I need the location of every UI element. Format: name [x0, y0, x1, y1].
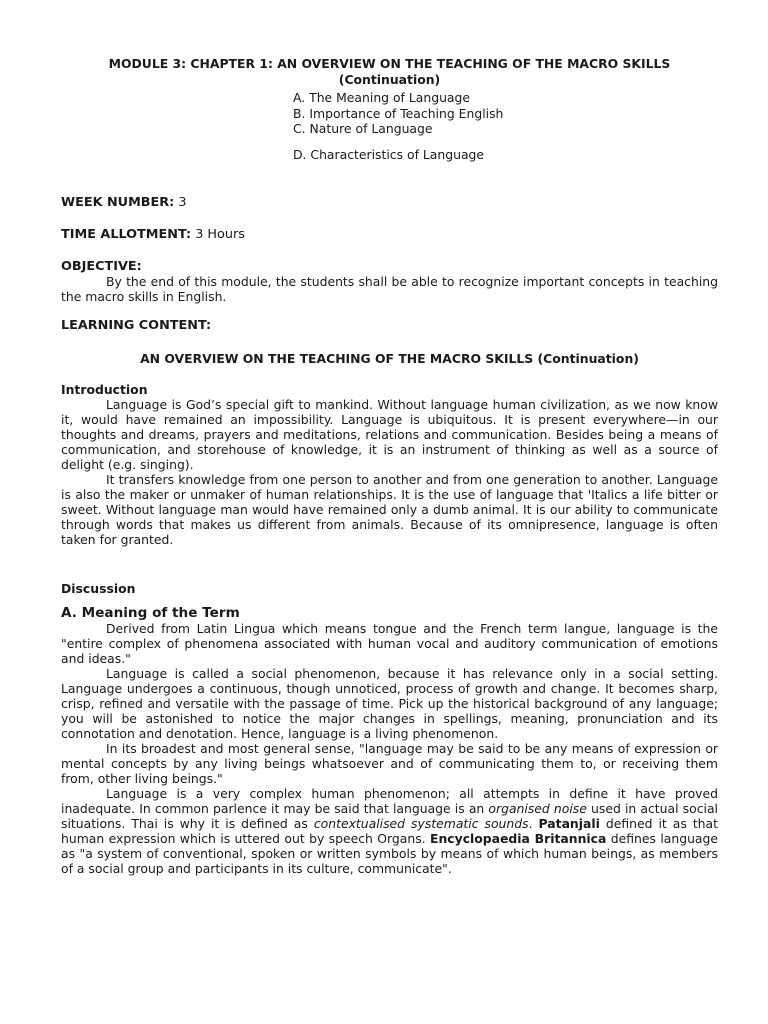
topic-item: B. Importance of Teaching English — [293, 105, 504, 121]
time-value: 3 Hours — [191, 227, 245, 242]
topic-item: A. The Meaning of Language — [293, 90, 471, 105]
meaning-paragraph-3: In its broadest and most general sense, "language may be said to be any means of expression or mental concepts by any living beings whatsoever and of communicating them to, or receiving them from, other living beings." — [61, 741, 718, 786]
meaning-paragraph-2: Language is called a social phenomenon, because it has relevance only in a social setting. Language undergoes a continuous, though unnoticed, process of growth and change. It becomes sharp, crisp, refined and versatile with the passage of time. Pick up the historical background of any language; you will be astonished to notice the major changes in spellings, meaning, pronunciation and its connotation and denotation. Hence, language is a living phenomenon. — [61, 666, 718, 741]
introduction-heading: Introduction — [61, 382, 148, 397]
objective-heading: OBJECTIVE: — [61, 259, 142, 274]
italic-run: organised noise — [488, 801, 587, 816]
introduction-paragraph-2: It transfers knowledge from one person to another and from one generation to another. Language is also the maker or unmaker of human relationships. It is the use of language that 'Italics a life bitter or sweet. Without language man would have remained only a dumb animal. It is our ability to communicate through words that makes us different from animals. Because of its omnipresence, language is often taken for granted. — [61, 472, 718, 547]
topic-item: D. Characteristics of Language — [293, 146, 485, 162]
italic-run: contextualised systematic sounds — [313, 816, 529, 831]
module-title-line2: (Continuation) — [338, 72, 441, 87]
time-label: TIME ALLOTMENT: — [61, 227, 192, 242]
week-number — [61, 195, 718, 210]
discussion-heading: Discussion — [61, 581, 136, 596]
section-title: AN OVERVIEW ON THE TEACHING OF THE MACRO SKILLS (Continuation) — [140, 351, 639, 366]
week-value: 3 — [174, 195, 187, 210]
objective-text: By the end of this module, the students shall be able to recognize important concepts in teaching the macro skills in English. — [61, 274, 718, 304]
time-allotment — [61, 227, 718, 242]
meaning-subheading: A. Meaning of the Term — [61, 605, 240, 621]
text-run: defines language as "a system of conventional, spoken or written symbols by means of which human beings, as members of a social group and participants in its culture, communicate". — [61, 831, 719, 876]
text-run: . — [528, 816, 539, 831]
text-run: Language is a very complex human phenomenon; all attempts in define it have proved inadequate. In common parlence it may be said that language is an — [61, 786, 718, 816]
learning-content-heading: LEARNING CONTENT: — [61, 318, 212, 333]
week-label: WEEK NUMBER: — [61, 195, 175, 210]
module-title-line1: MODULE 3: CHAPTER 1: AN OVERVIEW ON THE TEACHING OF THE MACRO SKILLS — [108, 56, 671, 71]
meaning-paragraph-4 — [61, 786, 718, 876]
text-run: used in actual social situations. Thai is why it is defined as — [61, 801, 718, 831]
meaning-paragraph-1: Derived from Latin Lingua which means tongue and the French term langue, language is the "entire complex of phenomena associated with human vocal and auditory communication of emotions and ideas." — [61, 621, 718, 666]
topic-item: C. Nature of Language — [293, 121, 433, 136]
module-title — [61, 56, 718, 88]
introduction-paragraph-1: Language is God’s special gift to mankind. Without language human civilization, as we now know it, would have remained an impossibility. Language is ubiquitous. It is present everywhere—in our thoughts and dreams, prayers and meditations, relations and communication. Besides being a means of communication, and storehouse of knowledge, it is an instrument of thinking as well as a source of delight (e.g. singing). — [61, 397, 718, 472]
topic-list — [293, 90, 718, 162]
bold-run: Patanjali — [538, 816, 600, 831]
bold-run: Encyclopaedia Britannica — [429, 831, 607, 846]
text-run: defined it as that human expression which is uttered out by speech Organs. — [61, 816, 718, 846]
